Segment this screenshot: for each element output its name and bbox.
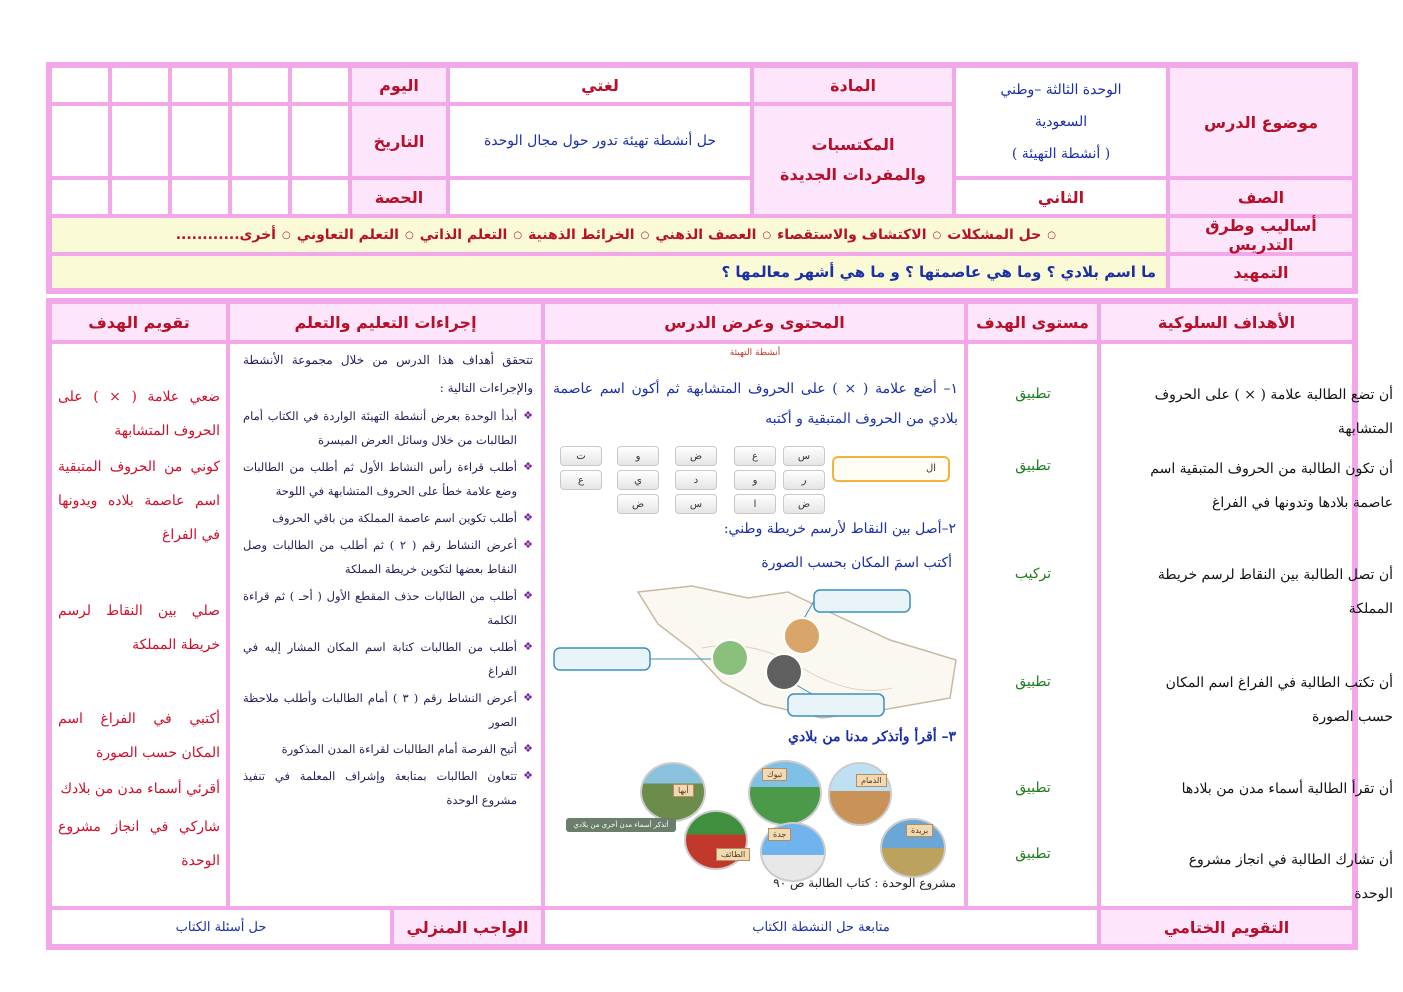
- period-grid-cell: [110, 178, 170, 216]
- procedure-item: ❖ أطلب من الطالبات كتابة اسم المكان المشار إليه في الفراغ: [243, 635, 533, 683]
- letter-tile[interactable]: ع: [560, 470, 602, 490]
- homework-value: حل أسئلة الكتاب: [50, 908, 392, 946]
- day-grid-cell: [230, 66, 290, 104]
- intro-text: ما اسم بلادي ؟ وما هي عاصمتها ؟ و ما هي أشهر معالمها ؟: [50, 254, 1168, 290]
- content-caption: أنشطة التهيئة: [729, 348, 781, 358]
- methods-list: [50, 216, 1168, 254]
- letter-tile[interactable]: و: [734, 470, 776, 490]
- day-label: اليوم: [350, 66, 448, 104]
- method-item: الخرائط الذهنية: [528, 227, 635, 243]
- letter-tile[interactable]: د: [675, 470, 717, 490]
- method-circle-icon[interactable]: ○: [932, 229, 942, 241]
- subject-value: لغتي: [448, 66, 752, 104]
- evaluation-5: أقرئي أسماء مدن من بلادك: [60, 781, 220, 797]
- objective-2: أن تكون الطالبة من الحروف المتبقية اسم عاصمة بلادها وتدونها في الفراغ: [1150, 461, 1393, 511]
- grade-value: الثاني: [954, 178, 1168, 216]
- answer-box[interactable]: ال: [832, 456, 950, 482]
- letter-tile[interactable]: ي: [617, 470, 659, 490]
- procedure-item: ❖ أطلب تكوين اسم عاصمة المملكة من باقي الحروف: [243, 506, 533, 530]
- vocab-value: حل أنشطة تهيئة تدور حول مجال الوحدة: [448, 104, 752, 178]
- col-header-level: مستوى الهدف: [966, 302, 1099, 342]
- method-circle-icon[interactable]: ○: [762, 229, 772, 241]
- methods-label: أساليب وطرق التدريس: [1168, 216, 1354, 254]
- letter-tile[interactable]: ض: [617, 494, 659, 514]
- evaluation-6: شاركي في انجاز مشروع الوحدة: [58, 819, 220, 869]
- vocab-value-extra: [448, 178, 752, 216]
- procedures-intro: تتحقق أهداف هذا الدرس من خلال مجموعة الأنشطة والإجراءات التالية :: [243, 353, 533, 395]
- procedure-item: ❖ أعرض النشاط رقم ( ٢ ) ثم أطلب من الطالبات وصل النقاط بعضها لتكوين خريطة المملكة: [243, 533, 533, 581]
- procedure-item: ❖ أتيح الفرصة أمام الطالبات لقراءة المدن المذكورة: [243, 737, 533, 761]
- objective-1: أن تضع الطالبة علامة ( × ) على الحروف المتشابهة: [1154, 387, 1393, 437]
- city-tag: الطائف: [716, 848, 750, 861]
- level-2: تطبيق: [1015, 458, 1051, 474]
- letter-tile[interactable]: ت: [560, 446, 602, 466]
- topic-line-2: السعودية: [1034, 114, 1088, 130]
- day-grid-cell: [50, 66, 110, 104]
- letter-tile[interactable]: و: [617, 446, 659, 466]
- city-tag: أبها: [673, 784, 694, 797]
- level-6: تطبيق: [1015, 846, 1051, 862]
- period-label: الحصة: [350, 178, 448, 216]
- objective-6: أن تشارك الطالبة في انجاز مشروع الوحدة: [1188, 852, 1393, 902]
- evaluation-2: كوني من الحروف المتبقية اسم عاصمة بلاده ويدونها في الفراغ: [58, 459, 220, 543]
- task-3-text: ٣– أقرأ وأتذكر مدنا من بلادي: [788, 729, 956, 745]
- objective-4: أن تكتب الطالبة في الفراغ اسم المكان حسب الصورة: [1165, 675, 1393, 725]
- city-photo: [828, 762, 892, 826]
- date-grid-cell: [170, 104, 230, 178]
- city-photo: [684, 810, 748, 870]
- method-item: أخرى............: [175, 227, 276, 243]
- procedures-list: [243, 346, 533, 812]
- level-4: تطبيق: [1015, 674, 1051, 690]
- letter-tile[interactable]: ض: [675, 446, 717, 466]
- method-item: حل المشكلات: [947, 227, 1042, 243]
- date-grid-cell: [110, 104, 170, 178]
- letter-tile[interactable]: س: [675, 494, 717, 514]
- project-text: مشروع الوحدة : كتاب الطالبة ص ٩٠: [773, 876, 956, 890]
- evaluation-1: ضعي علامة ( × ) على الحروف المتشابهة: [58, 389, 220, 439]
- procedure-item: ❖ أبدأ الوحدة بعرض أنشطة التهيئة الواردة في الكتاب أمام الطالبات من خلال وسائل العرض الميسرة: [243, 404, 533, 452]
- method-circle-icon[interactable]: ○: [640, 229, 650, 241]
- col-header-evaluation: تقويم الهدف: [50, 302, 228, 342]
- procedure-item: ❖ أطلب من الطالبات حذف المقطع الأول ( أحـ ) ثم قراءة الكلمة: [243, 584, 533, 632]
- date-grid-cell: [230, 104, 290, 178]
- letter-tile[interactable]: ض: [783, 494, 825, 514]
- date-grid-cell: [290, 104, 350, 178]
- evaluation-4: أكتبي في الفراغ اسم المكان حسب الصورة: [58, 711, 220, 761]
- city-tag: بريدة: [906, 824, 933, 837]
- method-circle-icon[interactable]: ○: [404, 229, 414, 241]
- final-eval-value: متابعة حل النشطة الكتاب: [543, 908, 1099, 946]
- day-grid-cell: [110, 66, 170, 104]
- evaluation-3: صلي بين النقاط لرسم خريطة المملكة: [58, 603, 220, 653]
- method-item: التعلم التعاوني: [296, 227, 399, 243]
- letter-tile[interactable]: ع: [734, 446, 776, 466]
- city-tag: جدة: [768, 828, 791, 841]
- topic-label: موضوع الدرس: [1168, 66, 1354, 178]
- col-header-content: المحتوى وعرض الدرس: [543, 302, 966, 342]
- topic-value: [954, 66, 1168, 178]
- day-grid-cell: [170, 66, 230, 104]
- topic-line-3: ( أنشطة التهيئة ): [1011, 146, 1111, 162]
- topic-line-1: الوحدة الثالثة –وطني: [1000, 82, 1122, 98]
- grade-label: الصف: [1168, 178, 1354, 216]
- period-grid-cell: [170, 178, 230, 216]
- procedure-item: ❖ أطلب قراءة رأس النشاط الأول ثم أطلب من الطالبات وضع علامة خطأ على الحروف المتشابهة في اللوحة: [243, 455, 533, 503]
- city-tag: الدمام: [856, 774, 887, 787]
- letter-tile[interactable]: س: [783, 446, 825, 466]
- homework-label: الواجب المنزلي: [392, 908, 543, 946]
- date-grid-cell: [50, 104, 110, 178]
- intro-label: التمهيد: [1168, 254, 1354, 290]
- photo-banner: أتذكر أسماء مدن أخرى من بلادي: [566, 818, 676, 832]
- objective-3: أن تصل الطالبة بين النقاط لرسم خريطة المملكة: [1157, 567, 1393, 617]
- day-grid-cell: [290, 66, 350, 104]
- method-item: العصف الذهني: [655, 227, 757, 243]
- method-circle-icon[interactable]: ○: [513, 229, 523, 241]
- map-illustration: [552, 578, 958, 724]
- level-cell: [966, 342, 1099, 908]
- level-3: تركيب: [1014, 566, 1052, 582]
- letter-tile[interactable]: ا: [734, 494, 776, 514]
- task-2b-text: أكتب اسمَ المكان بحسب الصورة: [761, 555, 952, 571]
- objective-5: أن تقرأ الطالبة أسماء مدن من بلادها: [1181, 781, 1393, 797]
- method-item: التعلم الذاتي: [419, 227, 508, 243]
- letter-tile[interactable]: ر: [783, 470, 825, 490]
- method-circle-icon[interactable]: ○: [281, 229, 291, 241]
- period-grid-cell: [230, 178, 290, 216]
- col-header-procedures: إجراءات التعليم والتعلم: [228, 302, 543, 342]
- vocab-label: المكتسبات والمفردات الجديدة: [752, 104, 954, 216]
- task-1-text: ١– أضع علامة ( × ) على الحروف المتشابهة ثم أكون اسم عاصمة بلادي من الحروف المتبقية و أكتبه: [553, 381, 958, 427]
- procedure-item: ❖ أعرض النشاط رقم ( ٣ ) أمام الطالبات وأطلب ملاحظة الصور: [243, 686, 533, 734]
- col-header-objectives: الأهداف السلوكية: [1099, 302, 1354, 342]
- procedure-item: ❖ تتعاون الطالبات بمتابعة وإشراف المعلمة في تنفيذ مشروع الوحدة: [243, 764, 533, 812]
- method-item: الاكتشاف والاستقصاء: [777, 227, 927, 243]
- task-2-text: ٢–أصل بين النقاط لأرسم خريطة وطني:: [723, 521, 956, 537]
- date-label: التاريخ: [350, 104, 448, 178]
- method-circle-icon[interactable]: ○: [1047, 229, 1056, 241]
- period-grid-cell: [50, 178, 110, 216]
- level-1: تطبيق: [1015, 386, 1051, 402]
- level-5: تطبيق: [1015, 780, 1051, 796]
- subject-label: المادة: [752, 66, 954, 104]
- final-eval-label: التقويم الختامي: [1099, 908, 1354, 946]
- period-grid-cell: [290, 178, 350, 216]
- city-tag: تبوك: [762, 768, 787, 781]
